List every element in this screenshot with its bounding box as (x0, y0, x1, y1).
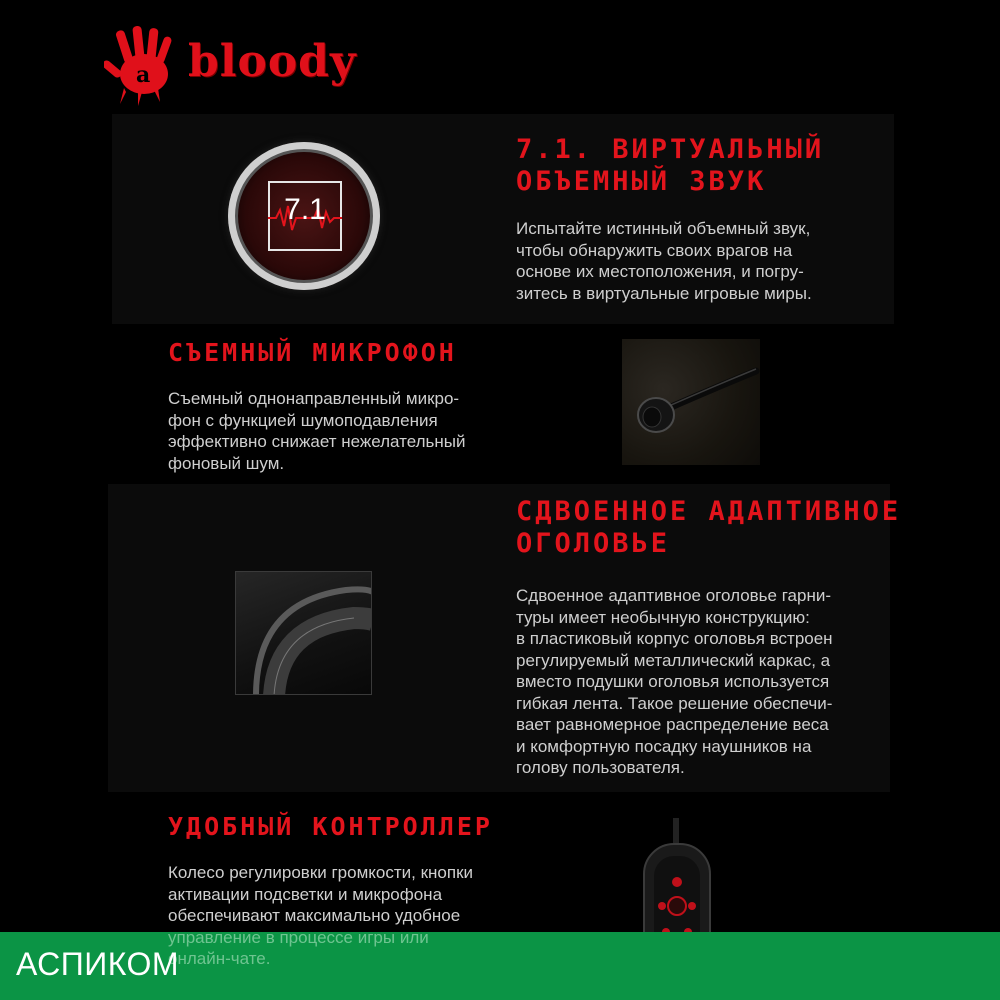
heading-line: ОБЪЕМНЫЙ ЗВУК (516, 166, 767, 198)
section-body-overlap: управление в процессе игры или (168, 928, 429, 947)
emblem-label: 7.1 (284, 193, 326, 226)
heading-line: УДОБНЫЙ КОНТРОЛЛЕР (168, 812, 493, 841)
headband-photo (235, 571, 372, 695)
heading-line: 7.1. ВИРТУАЛЬНЫЙ (516, 134, 825, 165)
microphone-photo (622, 339, 760, 465)
heading-line: СДВОЕННОЕ АДАПТИВНОЕ (516, 496, 902, 527)
section-body: Испытайте истинный объемный звук, чтобы обнаружить своих врагов на основе их местоположения, и погру- зитесь в виртуальные игровые миры. (516, 219, 812, 303)
heading-line: ОГОЛОВЬЕ (516, 528, 671, 560)
section-body: Сдвоенное адаптивное оголовье гарни- туры имеет необычную конструкцию: в пластиковый корпус оголовья встроен регулируемый металлический каркас, а вместо подушки оголовья используется гибкая лента. Такое решение обеспечи- вает равномерное распределение веса и комфортную посадку наушников на голову пользователя. (516, 586, 833, 777)
section-heading (516, 496, 901, 561)
hand-icon (104, 24, 188, 106)
logo-wordmark: bloody (188, 36, 357, 87)
section-heading (516, 134, 824, 199)
section-body-overlap: онлайн-чате. (168, 949, 271, 968)
section-heading (168, 812, 493, 842)
headband-icon (236, 572, 372, 695)
section-heading (168, 338, 457, 368)
microphone-icon (622, 339, 760, 465)
bloody-logo (104, 24, 357, 106)
svg-text:a: a (136, 62, 151, 88)
heading-line: СЪЕМНЫЙ МИКРОФОН (168, 338, 457, 367)
section-body: Колесо регулировки громкости, кнопки активации подсветки и микрофона обеспечивают максимально удобное (168, 863, 474, 925)
section-body: Съемный однонаправленный микро- фон с функцией шумоподавления эффективно снижает нежелательный фоновый шум. (168, 389, 466, 473)
footer-label: АСПИКОМ (16, 946, 180, 982)
